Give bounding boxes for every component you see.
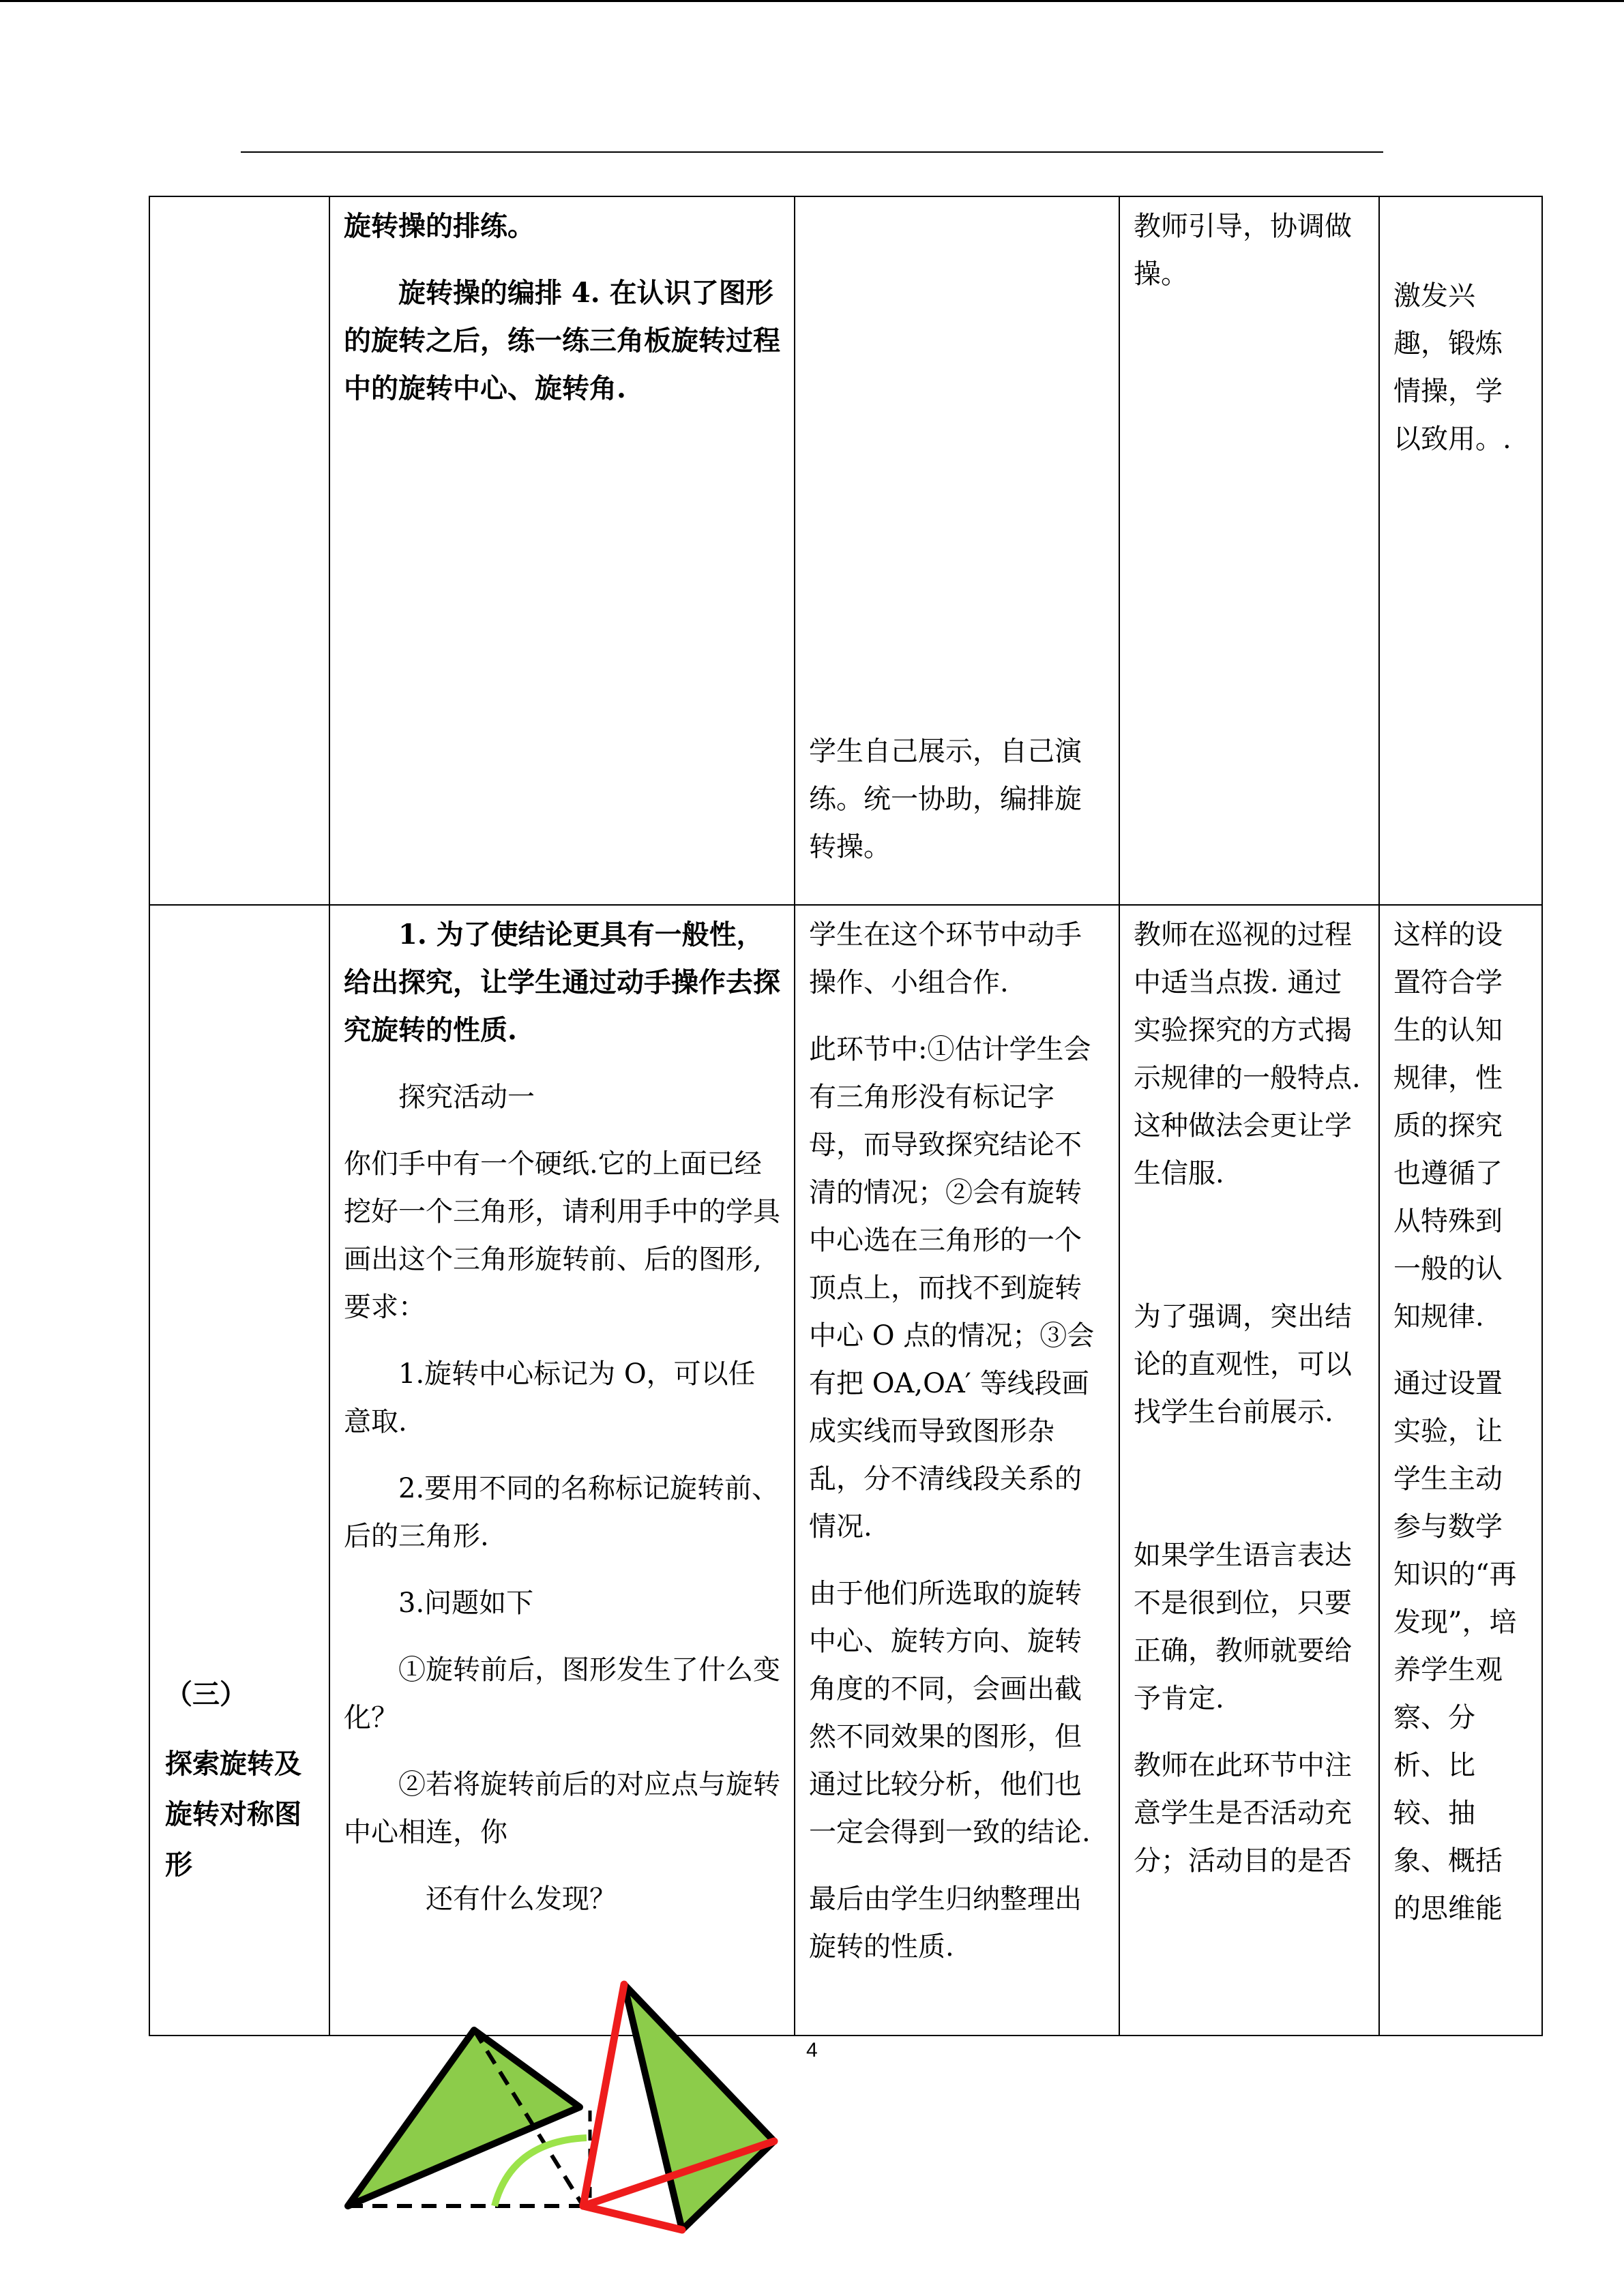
lesson-plan-table bbox=[149, 196, 1543, 2036]
original-triangle bbox=[348, 2030, 580, 2206]
student-activity-2: 此环节中:①估计学生会有三角形没有标记字母，而导致探究结论不清的情况；②会有旋转中心选在三角形的一个顶点上，而找不到旋转中心 O 点的情况；③会有把 OA,OA′ 等线段画成实线而导致图形杂乱，分不清线段关系的情况. bbox=[809, 1034, 1095, 1542]
table-row bbox=[149, 905, 1542, 2036]
stage-number: （三） bbox=[165, 1678, 247, 1710]
row2-teacher-cell bbox=[1119, 905, 1379, 2036]
question-2: ②若将旋转前后的对应点与旋转中心相连，你 bbox=[344, 1769, 780, 1848]
row2-content-cell bbox=[329, 905, 795, 2036]
student-activity-1: 学生在这个环节中动手操作、小组合作. bbox=[809, 919, 1082, 998]
student-activity-4: 最后由学生归纳整理出旋转的性质. bbox=[809, 1883, 1082, 1963]
stage-title: 探索旋转及旋转对称图形 bbox=[165, 1748, 301, 1881]
teacher-activity-2: 为了强调，突出结论的直观性，可以找学生台前展示. bbox=[1134, 1301, 1352, 1428]
row2-stage-cell bbox=[149, 905, 329, 2036]
red-segment-oa bbox=[583, 1984, 624, 2206]
red-segment-oc bbox=[583, 2206, 682, 2230]
teacher-activity-4: 教师在此环节中注意学生是否活动充分；活动目的是否 bbox=[1134, 1750, 1352, 1877]
design-intent-2: 通过设置实验，让学生主动参与数学知识的“再发现”，培养学生观察、分析、比较、抽象、概括的思维能 bbox=[1393, 1368, 1517, 1924]
requirement-3: 3.问题如下 bbox=[398, 1587, 534, 1619]
row1-content-line1: 旋转操的排练。 bbox=[344, 210, 535, 242]
row1-teacher-cell bbox=[1119, 196, 1379, 905]
requirement-1: 1.旋转中心标记为 O，可以任意取. bbox=[344, 1358, 756, 1437]
student-activity-3: 由于他们所选取的旋转中心、旋转方向、旋转角度的不同，会画出截然不同效果的图形，但通过比较分析，他们也一定会得到一致的结论. bbox=[809, 1578, 1091, 1848]
page-top-border bbox=[0, 0, 1624, 2]
row1-intent-cell bbox=[1379, 196, 1542, 905]
rotation-arc bbox=[494, 2138, 587, 2206]
rotated-triangle bbox=[624, 1984, 774, 2230]
row1-content-cell bbox=[329, 196, 795, 905]
question-2-continued: 还有什么发现？ bbox=[426, 1883, 617, 1915]
row1-teacher-text: 教师引导，协调做操。 bbox=[1134, 211, 1352, 290]
question-1: ①旋转前后，图形发生了什么变化？ bbox=[344, 1654, 780, 1733]
explore-activity-title: 探究活动一 bbox=[398, 1082, 535, 1113]
row1-stage-cell bbox=[149, 196, 329, 905]
row1-student-text: 学生自己展示，自己演练。统一协助，编排旋转操。 bbox=[809, 736, 1082, 863]
row2-intent-cell bbox=[1379, 905, 1542, 2036]
row1-intent-text: 激发兴趣，锻炼情操，学以致用。. bbox=[1393, 280, 1511, 455]
page-number: 4 bbox=[806, 2039, 818, 2061]
teacher-activity-3: 如果学生语言表达不是很到位，只要正确，教师就要给予肯定. bbox=[1134, 1540, 1352, 1714]
table-row bbox=[149, 196, 1542, 905]
requirement-2: 2.要用不同的名称标记旋转前、后的三角形. bbox=[344, 1473, 780, 1552]
teacher-activity-1: 教师在巡视的过程中适当点拨. 通过实验探究的方式揭示规律的一般特点.这种做法会更让学生信服. bbox=[1134, 919, 1361, 1189]
row2-student-cell bbox=[795, 905, 1119, 2036]
header-rule bbox=[241, 151, 1383, 153]
rotation-figure bbox=[321, 1971, 798, 2243]
explore-intro: 1. 为了使结论更具有一般性，给出探究，让学生通过动手操作去探究旋转的性质. bbox=[344, 919, 780, 1046]
design-intent-1: 这样的设置符合学生的认知规律，性质的探究也遵循了从特殊到一般的认知规律. bbox=[1393, 919, 1503, 1332]
explore-task: 你们手中有一个硬纸.它的上面已经挖好一个三角形，请利用手中的学具画出这个三角形旋转前、后的图形,要求： bbox=[344, 1148, 780, 1323]
row1-content-para2: 旋转操的编排 4. 在认识了图形的旋转之后，练一练三角板旋转过程中的旋转中心、旋转角. bbox=[344, 277, 780, 404]
row1-student-cell bbox=[795, 196, 1119, 905]
